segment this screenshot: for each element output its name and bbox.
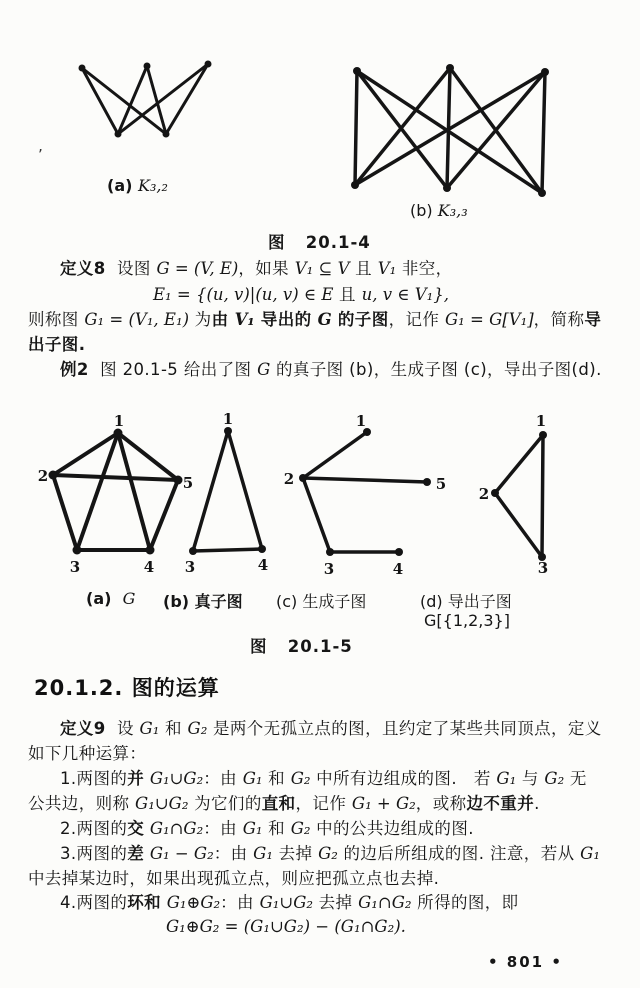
graph-edge: [53, 475, 77, 550]
item1-line-1: 1.两图的并 G₁∪G₂：由 G₁ 和 G₂ 中所有边组成的图. 若 G₁ 与 G₂ 无: [60, 769, 587, 788]
graph-edge: [53, 433, 118, 475]
graph-induced-subgraph: [479, 412, 548, 577]
graph-vertex: [189, 547, 197, 555]
def9-line-1: 定义9 设 G₁ 和 G₂ 是两个无孤立点的图，且约定了某些共同顶点，定义: [60, 719, 602, 738]
graph-k33: [351, 64, 549, 197]
graph-edge: [303, 478, 427, 482]
graph-vertex-label: 1: [113, 412, 125, 430]
graph-vertex-label: 3: [184, 558, 196, 576]
fig5-caption-d-text: 导出子图: [447, 592, 512, 611]
graph-true-subgraph: [182, 410, 269, 576]
def8-formula: E₁ = {(u, v)|(u, v) ∈ E 且 u, v ∈ V₁},: [153, 285, 450, 304]
graph-edge: [495, 435, 543, 493]
graph-vertex-label: 3: [323, 560, 335, 578]
graph-vertex: [224, 427, 232, 435]
graph-vertex: [353, 67, 361, 75]
graph-vertex: [174, 476, 183, 485]
fig4-label-a-math: K₃,₂: [138, 176, 168, 195]
graph-vertex: [299, 474, 307, 482]
def9-line-2: 如下几种运算：: [28, 744, 147, 763]
graph-edge: [495, 493, 542, 557]
fig4-caption: 图 20.1-4: [268, 233, 371, 252]
item2-line: 2.两图的交 G₁∩G₂：由 G₁ 和 G₂ 中的公共边组成的图.: [60, 819, 474, 838]
graph-vertex-label: 2: [37, 467, 49, 485]
graph-vertex: [115, 131, 122, 138]
fig4-label-b: [410, 201, 468, 220]
graph-vertex: [258, 545, 266, 553]
graph-vertex: [79, 65, 86, 72]
graph-edge: [193, 431, 228, 551]
graph-edge: [77, 433, 118, 550]
graph-vertex-label: 3: [537, 559, 549, 577]
graph-vertex: [443, 184, 451, 192]
item3-line-1: 3.两图的差 G₁ − G₂：由 G₁ 去掉 G₂ 的边后所组成的图. 注意，若从 G₁: [60, 844, 600, 863]
graph-edge: [150, 480, 178, 550]
graph-g-pentagon: [37, 412, 196, 576]
fig5-caption-a: [86, 589, 135, 608]
fig5-caption-b-text: 真子图: [194, 592, 243, 611]
graph-edge: [355, 71, 357, 185]
fig5-caption-c-text: 生成子图: [302, 592, 367, 611]
fig5-caption-a-math: G: [122, 589, 136, 608]
graph-edge: [303, 478, 330, 552]
item1-line-2: 公共边，则称 G₁∪G₂ 为它们的直和，记作 G₁ + G₂，或称边不重并.: [28, 794, 540, 813]
graph-vertex-label: 5: [435, 475, 447, 493]
graph-edge: [82, 68, 166, 134]
graph-vertex: [446, 64, 454, 72]
graph-vertex: [205, 61, 212, 68]
graph-edge: [166, 64, 208, 134]
graph-vertex: [395, 548, 403, 556]
graph-edge: [447, 72, 545, 188]
fig5-caption-d-prefix: (d): [420, 592, 448, 611]
scan-artifact-mark: ’: [38, 146, 43, 164]
graph-vertex: [541, 68, 549, 76]
graph-vertex: [539, 431, 547, 439]
graph-vertex: [491, 489, 499, 497]
graph-vertex-label: 2: [283, 470, 295, 488]
graph-vertex: [351, 181, 359, 189]
fig5-caption-b: [163, 589, 243, 612]
graph-vertex: [144, 63, 151, 70]
example2-line: 例2 图 20.1-5 给出了图 G 的真子图 (b)，生成子图 (c)，导出子图(d).: [60, 360, 602, 379]
graph-vertex-label: 3: [69, 558, 81, 576]
graph-edge: [53, 475, 178, 480]
graph-vertex-label: 4: [143, 558, 155, 576]
graph-edge: [118, 433, 150, 550]
def8-line-4: 出子图.: [28, 335, 86, 354]
def8-line-3: 则称图 G₁ = (V₁, E₁) 为由 V₁ 导出的 G 的子图，记作 G₁ = G[V₁]，简称导: [28, 310, 602, 329]
graph-vertex: [163, 131, 170, 138]
fig4-label-b-math: K₃,₃: [437, 201, 468, 220]
graph-edge: [303, 432, 367, 478]
fig5-caption-d: [420, 589, 512, 612]
item3-line-2: 中去掉某边时，如果出现孤立点，则应把孤立点也去掉.: [28, 869, 440, 888]
fig5-caption-a-prefix: (a): [86, 589, 123, 608]
graph-vertex-label: 1: [222, 410, 234, 428]
graph-vertex: [326, 548, 334, 556]
graph-vertex: [423, 478, 431, 486]
graph-edge: [542, 72, 545, 193]
def8-line-1: 定义8 设图 G = (V, E)，如果 V₁ ⊆ V 且 V₁ 非空，: [60, 259, 453, 278]
item4-line: 4.两图的环和 G₁⊕G₂：由 G₁∪G₂ 去掉 G₁∩G₂ 所得的图，即: [60, 893, 519, 912]
graph-edge: [82, 68, 118, 134]
graph-edge: [193, 549, 262, 551]
page-number: • 801 •: [488, 953, 563, 971]
graph-vertex: [538, 189, 546, 197]
graph-vertex-label: 1: [535, 412, 547, 430]
fig5-caption-c-prefix: (c): [276, 592, 303, 611]
section-heading: 20.1.2. 图的运算: [34, 676, 220, 700]
fig4-label-a: [107, 176, 168, 195]
graph-edge: [542, 435, 543, 557]
fig5-caption-d-line2: G[{1,2,3}]: [424, 611, 510, 630]
graph-vertex-label: 1: [355, 412, 367, 430]
fig5-caption-b-prefix: (b): [163, 592, 195, 611]
graph-vertex-label: 4: [257, 556, 269, 574]
graph-k32: [79, 61, 212, 138]
fig5-caption-c: [276, 589, 366, 612]
graph-vertex-label: 4: [392, 560, 404, 578]
graph-vertex: [146, 546, 155, 555]
graph-vertex: [49, 471, 58, 480]
graph-vertex-label: 5: [182, 474, 194, 492]
ring-sum-formula: G₁⊕G₂ = (G₁∪G₂) − (G₁∩G₂).: [166, 917, 406, 936]
graph-spanning-subgraph: [284, 412, 446, 578]
fig5-caption: 图 20.1-5: [250, 637, 353, 656]
graph-vertex-label: 2: [478, 485, 490, 503]
graph-vertex: [73, 546, 82, 555]
graph-edge: [228, 431, 262, 549]
fig4-label-a-prefix: (a): [107, 176, 138, 195]
fig4-label-b-prefix: (b): [410, 201, 438, 220]
